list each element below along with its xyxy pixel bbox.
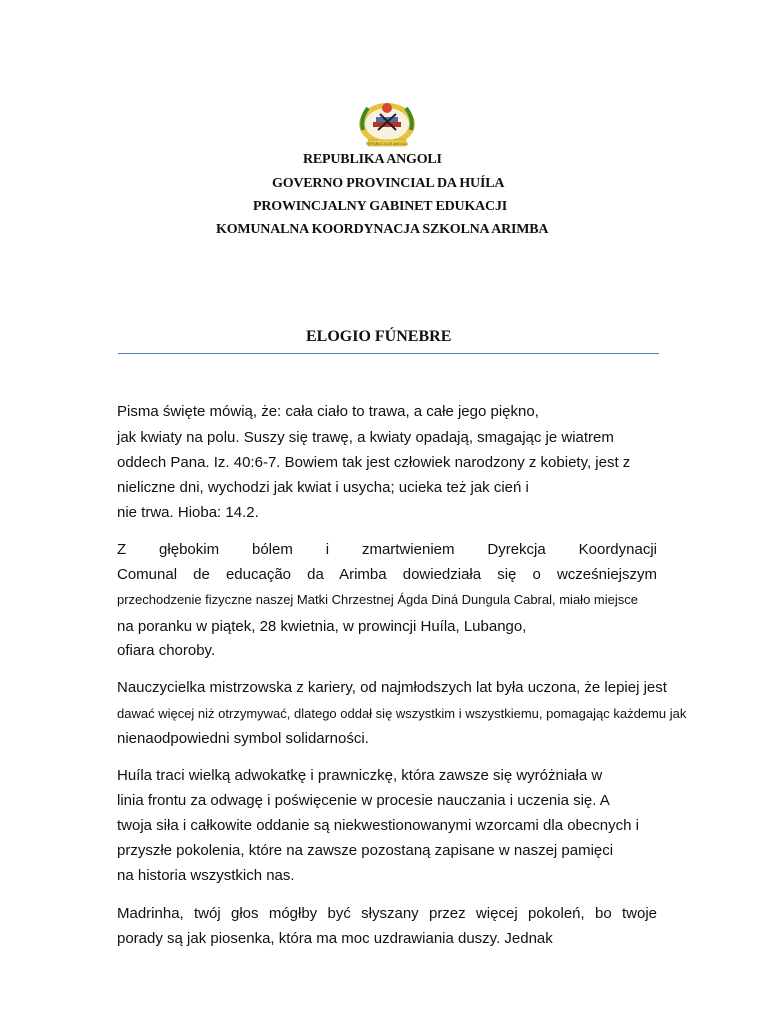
paragraph-2-line-3: przechodzenie fizyczne naszej Matki Chrzestnej Ágda Diná Dungula Cabral, miało miejsce bbox=[117, 592, 638, 607]
paragraph-4-line-2: linia frontu za odwagę i poświęcenie w procesie nauczania i uczenia się. A bbox=[117, 792, 610, 809]
emblem-banner-text: REPÚBLICA DE ANGOLA bbox=[366, 141, 408, 146]
header-line-1: REPUBLIKA ANGOLI bbox=[303, 152, 442, 167]
paragraph-3-line-1: Nauczycielka mistrzowska z kariery, od najmłodszych lat była uczona, że lepiej jest bbox=[117, 679, 667, 696]
document-title: ELOGIO FÚNEBRE bbox=[306, 328, 452, 345]
paragraph-4-line-1: Huíla traci wielką adwokatkę i prawniczkę, która zawsze się wyróżniała w bbox=[117, 767, 603, 784]
paragraph-4-line-4: przyszłe pokolenia, które na zawsze pozostaną zapisane w naszej pamięci bbox=[117, 842, 614, 859]
paragraph-5-line-1: Madrinha, twój głos mógłby być słyszany przez więcej pokoleń, bo twoje bbox=[117, 905, 657, 922]
coat-of-arms-emblem bbox=[354, 100, 420, 150]
paragraph-3-line-2: dawać więcej niż otrzymywać, dlatego oddał się wszystkim i wszystkiemu, pomagając każdemu jak bbox=[117, 706, 687, 721]
paragraph-2-line-4: na poranku w piątek, 28 kwietnia, w prowincji Huíla, Lubango, bbox=[117, 618, 527, 635]
title-divider bbox=[118, 353, 659, 354]
paragraph-2-line-2: Comunal de educação da Arimba dowiedziała się o wcześniejszym bbox=[117, 566, 657, 583]
paragraph-2-line-1: Z głębokim bólem i zmartwieniem Dyrekcja Koordynacji bbox=[117, 541, 657, 558]
header-line-2: GOVERNO PROVINCIAL DA HUÍLA bbox=[272, 176, 505, 191]
paragraph-4-line-5: na historia wszystkich nas. bbox=[117, 867, 295, 884]
paragraph-1-line-1: Pisma święte mówią, że: cała ciało to trawa, a całe jego piękno, bbox=[117, 403, 539, 420]
paragraph-1-line-3: oddech Pana. Iz. 40:6-7. Bowiem tak jest człowiek narodzony z kobiety, jest z bbox=[117, 454, 631, 471]
header-line-4: KOMUNALNA KOORDYNACJA SZKOLNA ARIMBA bbox=[216, 222, 549, 237]
paragraph-1-line-4: nieliczne dni, wychodzi jak kwiat i usycha; ucieka też jak cień i bbox=[117, 479, 529, 496]
paragraph-4-line-3: twoja siła i całkowite oddanie są niekwestionowanymi wzorcami dla obecnych i bbox=[117, 817, 639, 834]
header-line-3: PROWINCJALNY GABINET EDUKACJI bbox=[253, 199, 508, 214]
paragraph-1-line-2: jak kwiaty na polu. Suszy się trawę, a kwiaty opadają, smagając je wiatrem bbox=[117, 429, 614, 446]
paragraph-3-line-3: nienaodpowiedni symbol solidarności. bbox=[117, 730, 369, 747]
paragraph-1-line-5: nie trwa. Hioba: 14.2. bbox=[117, 504, 259, 521]
paragraph-5-line-2: porady są jak piosenka, która ma moc uzdrawiania duszy. Jednak bbox=[117, 930, 553, 947]
paragraph-2-line-5: ofiara choroby. bbox=[117, 642, 216, 659]
